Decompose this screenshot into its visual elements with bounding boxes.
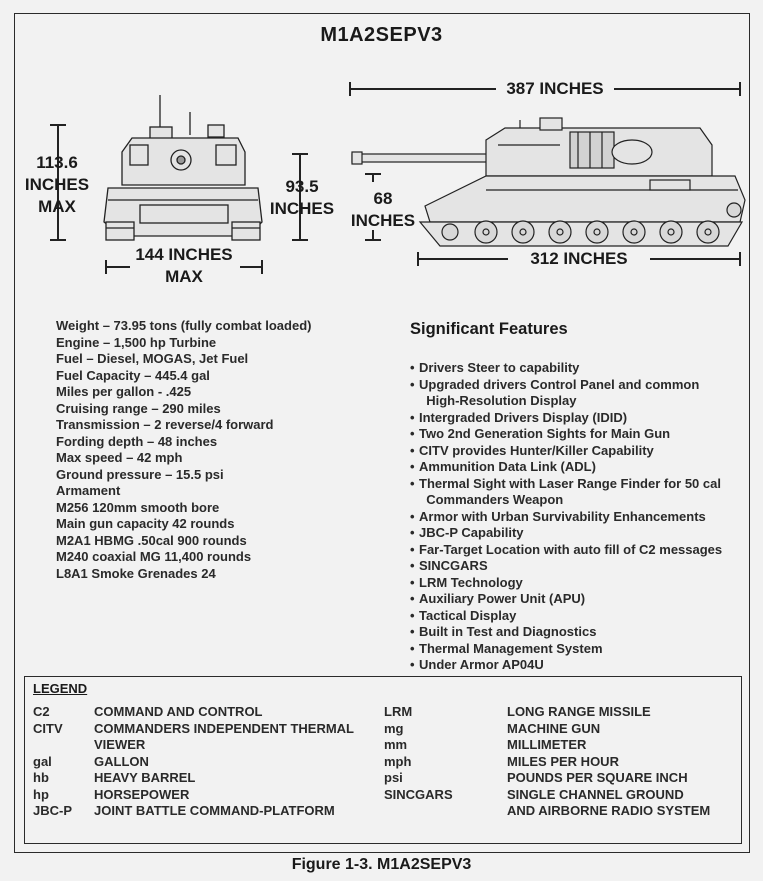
feature-item: • SINCGARS <box>410 558 745 575</box>
legend-entry <box>33 754 393 771</box>
feature-item: • Ammunition Data Link (ADL) <box>410 459 745 476</box>
spec-item: Cruising range – 290 miles <box>56 400 221 416</box>
legend-entry <box>384 787 734 804</box>
feature-item: • LRM Technology <box>410 575 745 592</box>
feature-item: • Two 2nd Generation Sights for Main Gun <box>410 426 745 443</box>
feature-item: • Upgraded drivers Control Panel and common High-Resolution Display <box>410 377 745 410</box>
legend-abbr: hp <box>33 786 49 802</box>
legend-entry <box>384 721 734 738</box>
legend-definition: LONG RANGE MISSILE <box>507 704 651 719</box>
side-track-length-label: 312 INCHES <box>530 249 628 268</box>
legend-abbr: gal <box>33 753 52 769</box>
spec-item: L8A1 Smoke Grenades 24 <box>56 565 216 581</box>
legend-definition: MACHINE GUN <box>507 720 601 736</box>
legend-abbr: hb <box>33 770 49 785</box>
legend-definition: JOINT BATTLE COMMAND-PLATFORM <box>94 803 335 818</box>
legend-definition: MILLIMETER <box>507 737 587 752</box>
legend-definition: HEAVY BARREL <box>94 770 196 785</box>
feature-item: • Far-Target Location with auto fill of C2 messages <box>410 542 745 559</box>
features-list <box>410 360 745 674</box>
side-length-overall-label: 387 INCHES <box>506 79 604 98</box>
legend-title: LEGEND <box>33 681 88 696</box>
specifications-list <box>56 318 311 582</box>
side-hull-height-label: 68 INCHES <box>350 189 416 230</box>
front-view-tank <box>104 95 262 240</box>
legend-abbr: SINCGARS <box>384 786 453 802</box>
legend-abbr: CITV <box>33 720 63 736</box>
spec-item: Fuel – Diesel, MOGAS, Jet Fuel <box>56 351 249 366</box>
spec-item: Fuel Capacity – 445.4 gal <box>56 367 210 383</box>
legend-box <box>24 676 742 844</box>
feature-item: • Thermal Management System <box>410 641 745 658</box>
spec-item: Miles per gallon - .425 <box>56 384 192 399</box>
legend-definition: HORSEPOWER <box>94 786 190 802</box>
legend-definition: AND AIRBORNE RADIO SYSTEM <box>507 803 711 818</box>
spec-item: Main gun capacity 42 rounds <box>56 516 235 531</box>
feature-item: • Auxiliary Power Unit (APU) <box>410 591 745 608</box>
feature-item: • Armor with Urban Survivability Enhancements <box>410 509 745 526</box>
legend-abbr: mph <box>384 753 412 769</box>
feature-item: • Intergraded Drivers Display (IDID) <box>410 410 745 427</box>
legend-entry <box>33 770 393 787</box>
legend-entry <box>384 770 734 787</box>
feature-item: • Thermal Sight with Laser Range Finder for 50 cal Commanders Weapon <box>410 476 745 509</box>
legend-entry <box>33 704 393 721</box>
front-width-max-label: 144 INCHES MAX <box>135 245 233 286</box>
legend-definition: GALLON <box>94 753 149 769</box>
legend-entry <box>33 803 393 820</box>
legend-left-column <box>33 704 393 820</box>
legend-abbr: mm <box>384 737 408 752</box>
spec-item: Weight – 73.95 tons (fully combat loaded) <box>56 318 312 333</box>
legend-abbr: JBC-P <box>33 803 73 818</box>
front-height-max-label: 113.6 INCHES MAX <box>24 153 90 216</box>
feature-item: • JBC-P Capability <box>410 525 745 542</box>
legend-abbr: LRM <box>384 704 413 719</box>
spec-item: Max speed – 42 mph <box>56 450 183 465</box>
figure-caption: Figure 1-3. M1A2SEPV3 <box>291 856 472 873</box>
figure-title: M1A2SEPV3 <box>320 24 443 46</box>
spec-item: Transmission – 2 reverse/4 forward <box>56 417 274 432</box>
spec-item: Ground pressure – 15.5 psi <box>56 466 224 482</box>
legend-definition: MILES PER HOUR <box>507 753 619 769</box>
legend-definition: COMMAND AND CONTROL <box>94 704 263 719</box>
spec-item: Armament <box>56 483 121 498</box>
legend-definition: VIEWER <box>94 737 146 752</box>
spec-item: Engine – 1,500 hp Turbine <box>56 334 217 350</box>
spec-item: M240 coaxial MG 11,400 rounds <box>56 549 252 564</box>
legend-abbr: psi <box>384 770 403 785</box>
feature-item: • Drivers Steer to capability <box>410 360 745 377</box>
features-heading: Significant Features <box>410 320 568 338</box>
spec-item: M2A1 HBMG .50cal 900 rounds <box>56 532 247 548</box>
legend-entry <box>33 721 393 738</box>
legend-entry <box>384 803 734 820</box>
legend-definition: POUNDS PER SQUARE INCH <box>507 770 688 785</box>
legend-definition: COMMANDERS INDEPENDENT THERMAL <box>94 720 354 736</box>
feature-item: • CITV provides Hunter/Killer Capability <box>410 443 745 460</box>
feature-item: • Built in Test and Diagnostics <box>410 624 745 641</box>
legend-entry <box>384 737 734 754</box>
front-height-label: 93.5 INCHES <box>269 177 335 218</box>
legend-abbr: mg <box>384 720 404 736</box>
legend-right-column <box>384 704 734 820</box>
legend-abbr: C2 <box>33 704 50 719</box>
legend-entry <box>33 787 393 804</box>
feature-item: • Under Armor AP04U <box>410 657 745 674</box>
legend-entry <box>33 737 393 754</box>
spec-item: M256 120mm smooth bore <box>56 499 220 515</box>
legend-entry <box>384 704 734 721</box>
legend-entry <box>384 754 734 771</box>
spec-item: Fording depth – 48 inches <box>56 433 218 449</box>
feature-item: • Tactical Display <box>410 608 745 625</box>
legend-definition: SINGLE CHANNEL GROUND <box>507 786 684 802</box>
